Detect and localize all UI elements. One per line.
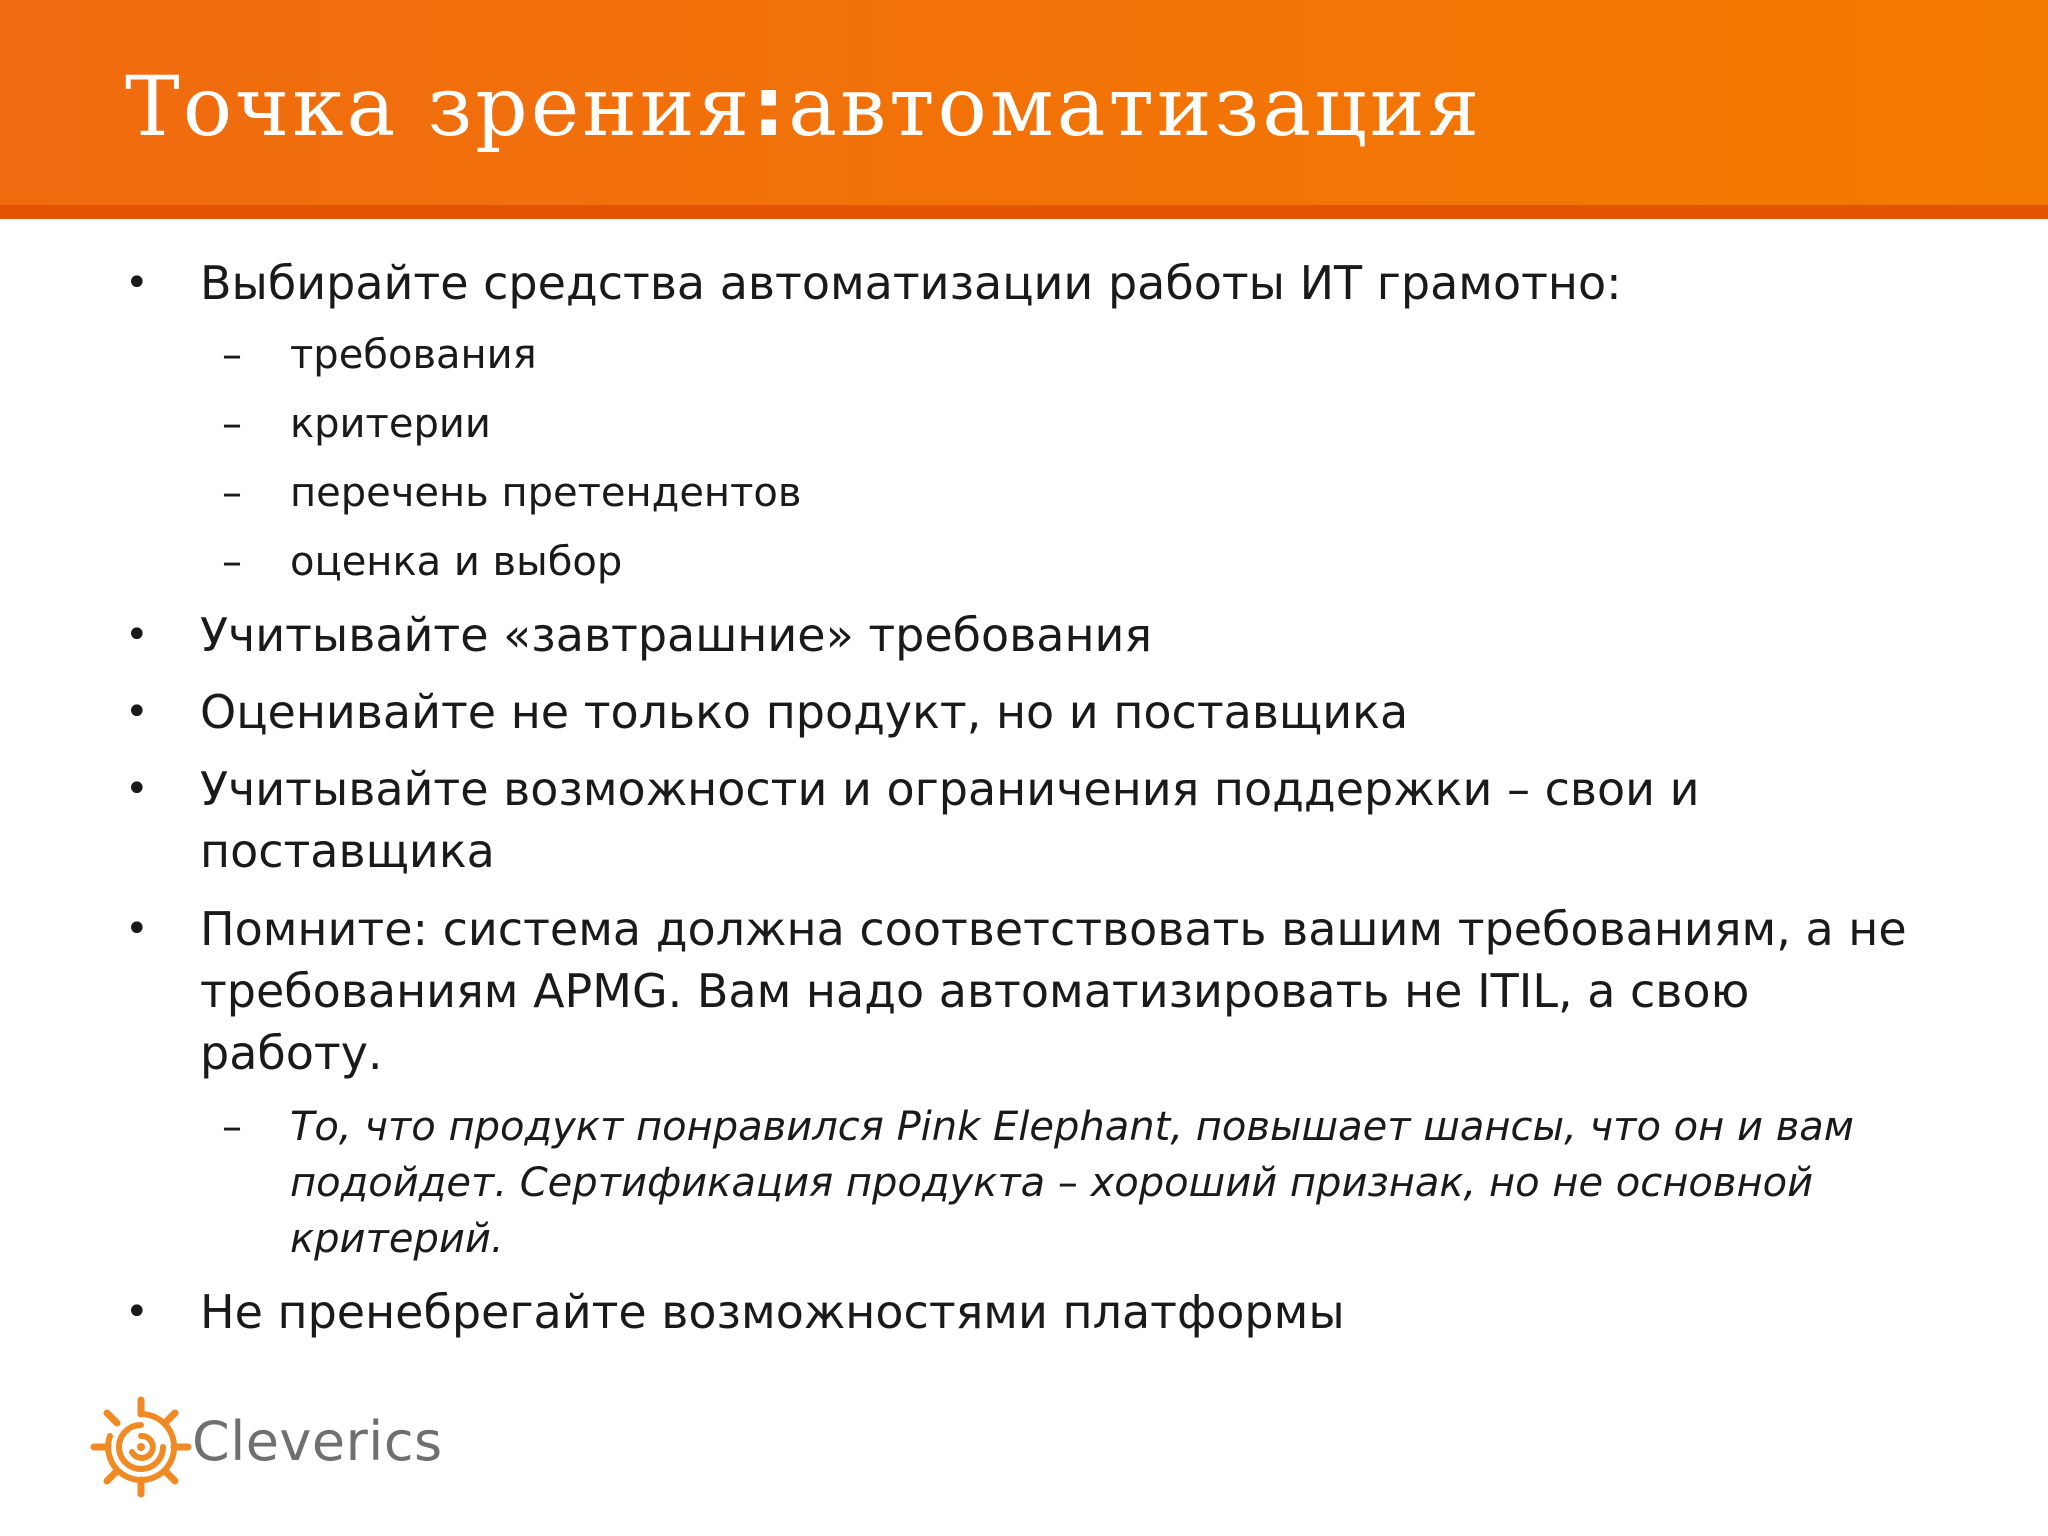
slide-title-tail: автоматизация: [788, 60, 1483, 155]
bullet-text: Помните: система должна соответствовать вашим требованиям, а не требованиям APMG. Вам надо автоматизировать не ITIL, а свою работу.: [200, 902, 1907, 1080]
dash-marker: –: [222, 332, 242, 378]
logo-wordmark: Cleverics: [192, 1410, 443, 1473]
slide-title-colon: :: [752, 60, 789, 155]
bullet-text: Учитывайте возможности и ограничения поддержки – свои и поставщика: [200, 762, 1700, 878]
bullet-marker: •: [125, 689, 149, 735]
sub-bullet-text: оценка и выбор: [290, 539, 623, 585]
sub-bullet-text: критерии: [290, 401, 491, 447]
cleverics-logo: [86, 1392, 446, 1502]
bullet-marker: •: [125, 1289, 149, 1335]
bullet-text: Учитывайте «завтрашние» требования: [200, 608, 1153, 662]
bullet-marker: •: [125, 260, 149, 306]
bullet-text: Выбирайте средства автоматизации работы ИТ грамотно:: [200, 256, 1622, 310]
ship-wheel-labyrinth-icon: [86, 1392, 196, 1502]
dash-marker: –: [222, 470, 242, 516]
dash-marker: –: [222, 539, 242, 585]
bullet-marker: •: [125, 906, 149, 952]
dash-marker: –: [222, 401, 242, 447]
bullet-text: Оценивайте не только продукт, но и поставщика: [200, 685, 1409, 739]
sub-bullet-text: То, что продукт понравился Pink Elephant, повышает шансы, что он и вам подойдет. Сертификация продукта – хороший признак, но не основной критерий.: [290, 1104, 1854, 1262]
sub-bullet-text: требования: [290, 332, 537, 378]
bullet-marker: •: [125, 766, 149, 812]
dash-marker: –: [222, 1104, 242, 1150]
bullet-text: Не пренебрегайте возможностями платформы: [200, 1285, 1345, 1339]
slide-title-main: Точка зрения: [125, 60, 753, 155]
bullet-marker: •: [125, 612, 149, 658]
sub-bullet-text: перечень претендентов: [290, 470, 802, 516]
